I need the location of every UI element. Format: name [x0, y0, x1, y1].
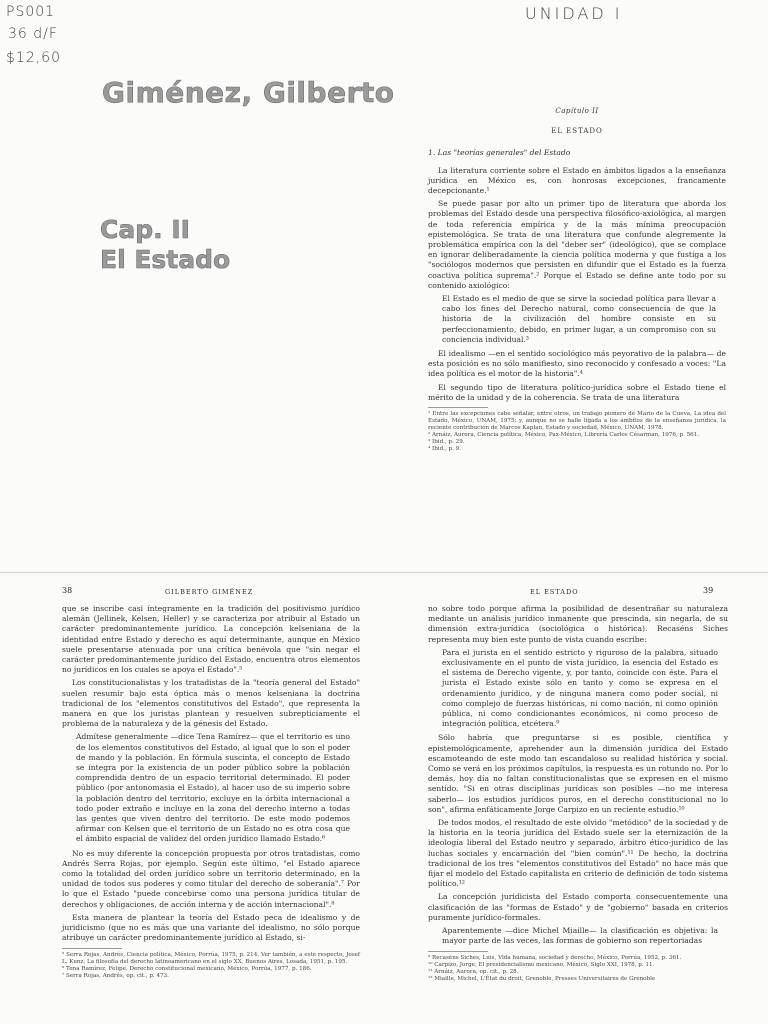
page-37 [428, 106, 726, 453]
paragraph: Sólo habría que preguntarse si es posible, científica y epistemológicamente, aprehender aun la dimensión jurídica del Estado escamoteando de este modo tan escandaloso su realidad histórica y social. Como se verá en los próximos capítulos, la respuesta es un rotundo no. Por lo demás, hoy día no faltan constitucionalistas que se expresen en el mismo sentido. "Si en otras disciplinas jurídicas son posibles —no me interesa saberlo— los estudios jurídicos puros, en el derecho constitucional no lo son", afirma enfáticamente Jorge Carpizo en un reciente estudio.¹⁰ [428, 733, 728, 814]
paragraph: No es muy diferente la concepción propuesta por otros tratadistas, como Andrés Serra Rojas, por ejemplo. Según este último, "el Estado aparece como la totalidad del orden jurídico sobre un territorio determinado, en la unidad de todos sus poderes y como titular del derecho de soberanía".⁷ Por lo que el Estado "puede concebirse como una persona jurídica titular de derechos y obligaciones, de acción interna y de acción internacional".⁸ [62, 848, 360, 909]
footnote-rule [62, 948, 122, 949]
handwritten-unit: UNIDAD I [525, 4, 623, 23]
footnote: ⁹ Recaséns Siches, Luis, Vida humana, sociedad y derecho, México, Porrúa, 1952, p. 361. [428, 954, 682, 961]
footnote-rule [428, 951, 488, 952]
footnote: ¹¹ Arnáiz, Aurora, op. cit., p. 28. [428, 968, 519, 975]
footnote: ¹² Miaille, Michel, L'État du droit, Grenoble, Presses Universitaires de Grenoble [428, 975, 656, 982]
paragraph: La literatura corriente sobre el Estado en ámbitos ligados a la enseñanza jurídica en México es, con honrosas excepciones, francamente decepcionante.¹ [428, 165, 726, 196]
footnote: ² Arnáiz, Aurora, Ciencia política, México, Pax-México, Librería Carlos Césarman, 1976, p. 561. [428, 432, 700, 439]
block-quote: Admítese generalmente —dice Tena Ramírez— que el territorio es uno de los elementos constitutivos del Estado, al igual que lo son el poder de mando y la población. En fórmula suscinta, el concepto de Estado se integra por la existencia de un poder público sobre la población comprendida dentro de un espacio territorial determinado. El poder público (por antonomasia el Estado), al hacer uso de su imperio sobre la población dentro del territorio, excluye en la órbita internacional a todo poder extraño e incluye en la zona del derecho interno a todas las gentes que viven dentro del territorio. De este modo podemos afirmar con Kelsen que el territorio de un Estado no es otra cosa que el ámbito espacial de validez del orden jurídico llamado Estado.⁶ [76, 732, 350, 844]
paragraph: La concepción juridicista del Estado comporta consecuentemente una clasificación de las "formas de Estado" y de "gobierno" basada en criterios puramente jurídico-formales. [428, 892, 728, 922]
handwritten-price: $12,60 [6, 50, 61, 66]
footnote: ³ Ibid., p. 29. [428, 439, 465, 446]
footnotes [62, 952, 360, 980]
author-heading: Giménez, Gilberto [102, 76, 395, 109]
footnotes [428, 955, 728, 983]
page-39 [428, 604, 728, 983]
block-quote: El Estado es el medio de que se sirve la sociedad política para llevar a cabo los fines del Derecho natural, como consecuencia de que la historia de la civilización del hombre consiste en su perfeccionamiento, debido, en primer lugar, a un compromiso con su conciencia individual.³ [442, 294, 716, 344]
handwritten-code: PS001 [6, 4, 56, 20]
chapter-label: Capítulo II [555, 107, 599, 115]
footnote: ⁶ Tena Ramírez, Felipe, Derecho constitucional mexicano, México, Porrúa, 1977, p. 186. [62, 965, 312, 972]
paragraph: no sobre todo porque afirma la posibilidad de desentrañar su naturaleza mediante un análisis jurídico inmanente que prescinda, sin negarla, de su dimensión extra-jurídica (sociológica o histórica). Recaséns Siches representa muy bien este punto de vista cuando escribe: [428, 604, 728, 644]
block-quote: Aparentemente —dice Michel Miaille— la clasificación es objetiva: la mayor parte de las veces, las formas de gobierno son repertoriadas [442, 926, 718, 946]
footnotes [428, 411, 726, 453]
paragraph: Los constitucionalistas y los tratadistas de la "teoría general del Estado" suelen resumir bajo esta óptica más o menos kelseniana la doctrina tradicional de los "elementos constitutivos del Estado", que representa la manera en que los juristas plantean y resuelven subrepticiamente el problema de la naturaleza y de la génesis del Estado. [62, 678, 360, 729]
chapter-title: EL ESTADO [551, 127, 603, 136]
running-head: EL ESTADO [530, 588, 579, 596]
chapter-number: Cap. II [100, 215, 190, 244]
footnote: ⁷ Serra Rojas, Andrés, op. cit., p. 473. [62, 972, 169, 979]
block-quote: Para el jurista en el sentido estricto y riguroso de la palabra, situado exclusivamente en el punto de vista jurídico, la esencia del Estado es el sistema de Derecho vigente, y, por tanto, coincide con éste. Para el jurista el Estado existe sólo en tanto y como se expresa en el ordenamiento jurídico, y de ninguna manera como poder social, ni como complejo de fuerzas históricas, ni como nación, ni como opinión pública, ni como condicionantes económicos, ni como proceso de integración política, etcétera.⁹ [442, 647, 718, 729]
paragraph: que se inscribe casi íntegramente en la tradición del positivismo jurídico alemán (Jellinek, Kelsen, Heller) y se caracteriza por atribuir al Estado un carácter predominantemente jurídico. La concepción kelseniana de la identidad entre Estado y derecho es aquí determinante, aunque en México suele presentarse atenuada por una crítica benévola que "sin negar el carácter predominantemente jurídico del Estado, encuentra otros elementos no jurídicos en los cuales se apoya el Estado".⁵ [62, 604, 360, 675]
paragraph: El idealismo —en el sentido sociológico más peyorativo de la palabra— de esta posición es no sólo manifiesto, sino reconocido y confesado a voces: "La idea política es el motor de la historia".⁴ [428, 349, 726, 379]
paragraph: El segundo tipo de literatura político-jurídica sobre el Estado tiene el mérito de la unidad y de la coherencia. Se trata de una literatura [428, 382, 726, 402]
footnote-rule [428, 407, 488, 408]
section-title: 1. Las "teorías generales" del Estado [428, 148, 571, 158]
paragraph: Se puede pasar por alto un primer tipo de literatura que aborda los problemas del Estado desde una perspectiva filosófico-axiológica, al margen de toda referencia empírica y de la más mínima preocupación epistemológica. Se trata de una literatura que confunde alegremente la problemática empírica con la del "deber ser" (ideológico), que se complace en ignorar deliberadamente la ciencia política moderna y que fustiga a los "sociólogos modernos que persisten en difundir que el Estado es la fuerza coactiva política suprema".² Porque el Estado se define ante todo por su contenido axiológico: [428, 199, 726, 290]
page-number: 39 [703, 586, 714, 595]
handwritten-code-2: 36 d/F [8, 26, 58, 42]
page-38 [62, 604, 360, 980]
paragraph: De todos modos, el resultado de este olvido "metódico" de la sociedad y de la historia en la teoría jurídica del Estado suele ser la eternización de la ideología liberal del Estado neutro y separado, árbitro ético-jurídico de las luchas sociales y encarnación del "bien común".¹¹ De hecho, la doctrina tradicional de los tres "elementos constitutivos del Estado" no hace más que fijar el modelo del Estado capitalista en criterio de definición de todo sistema político.¹² [428, 818, 728, 889]
page-divider [0, 572, 768, 573]
chapter-name: El Estado [100, 245, 231, 274]
footnote: ⁴ Ibid., p. 9. [428, 446, 461, 453]
footnote: ¹⁰ Carpizo, Jorge, El presidencialismo mexicano, México, Siglo XXI, 1978, p. 11. [428, 961, 655, 968]
chapter-heading [100, 215, 230, 275]
footnote: ¹ Entre las excepciones cabe señalar, entre otros, un trabajo pionero de Mario de la Cueva, La idea del Estado, México, UNAM, 1975; y, aunque no se halle ligada a los ámbitos de la enseñanza jurídica, la reciente contribución de Marcos Kaplan, Estado y sociedad, México, UNAM, 1978. [428, 411, 726, 432]
page-number: 38 [62, 586, 73, 595]
running-head: GILBERTO GIMÉNEZ [165, 588, 254, 596]
paragraph: Esta manera de plantear la teoría del Estado peca de idealismo y de juridicismo (que no es más que una variante del idealismo, no sólo porque atribuye un carácter predominantemente jurídico al Estado, si- [62, 912, 360, 943]
footnote: ⁵ Serra Rojas, Andrés, Ciencia política, México, Porrúa, 1975, p. 214. Ver también, a este respecto, Josef L. Kunz, La filosofía del derecho latinoamericano en el siglo XX, Buenos Aires, Losada, 1951, p. 195. [62, 951, 360, 965]
